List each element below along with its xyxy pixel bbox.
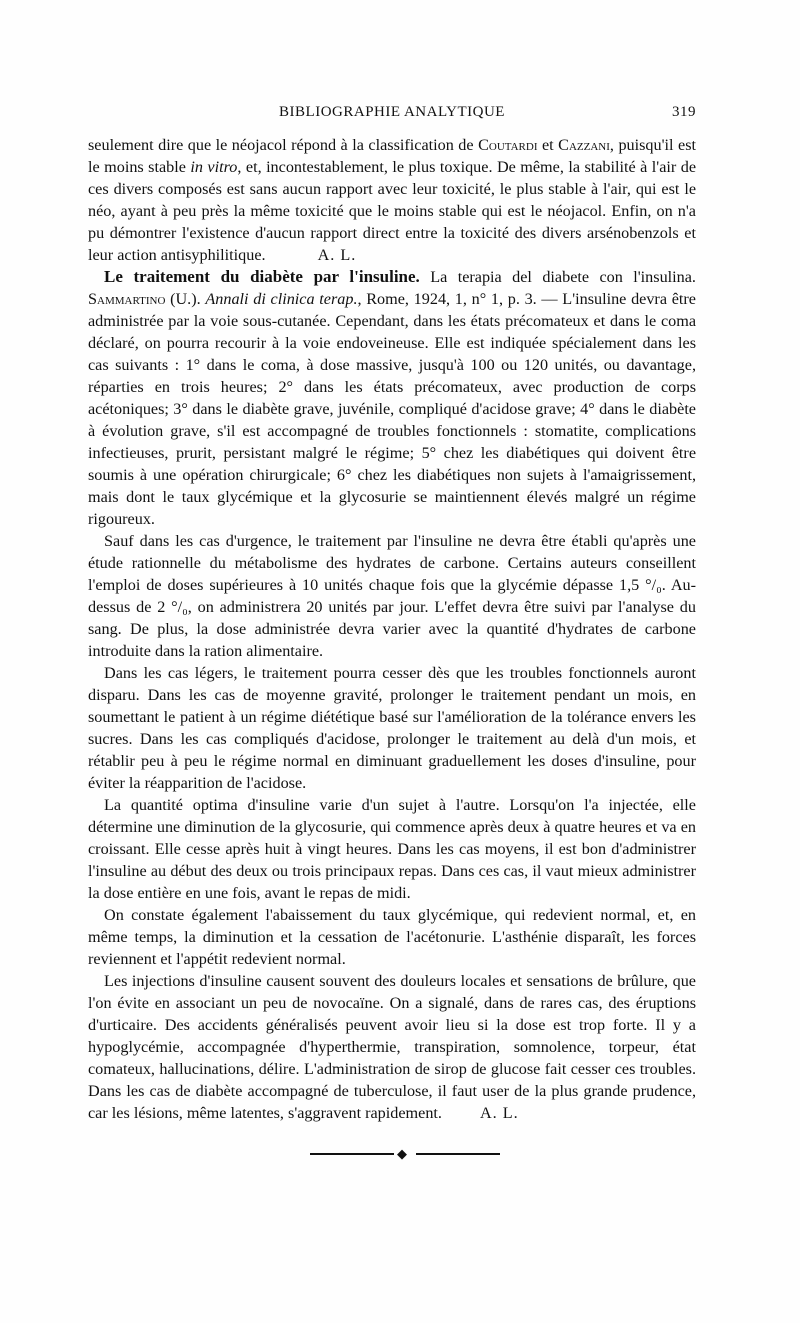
signature: A. L. (479, 1104, 519, 1122)
paragraph-7 (88, 970, 696, 1124)
paragraph-3: Sauf dans les cas d'urgence, le traitement par l'insuline ne devra être établi qu'après une étude rationnelle du métabolisme des hydrates de carbone. Certains auteurs conseillent l'emploi de doses supérieures à 10 unités chaque fois que la glycémie dépasse 1,5 °/₀. Au-dessus de 2 °/₀, on administrera 20 unités par jour. L'effet devra être suivi par l'analyse du sang. De plus, la dose administrée devra varier avec la quantité d'hydrates de carbone introduite dans la ration alimentaire. (88, 532, 696, 660)
paragraph-2 (88, 266, 696, 530)
italic-phrase: in vitro (190, 158, 238, 176)
text-run: , et, incontestablement, le plus toxique. De même, la stabilité à l'air de ces divers composés est sans aucun rapport avec leur toxicité, le plus stable à l'air, qui est le néo, ayant à peu près la même toxicité que le moins stable qui est le néojacol. Enfin, on n'a pu démontrer l'existence d'aucun rapport direct entre la toxicité des divers arsénobenzols et leur action antisyphilitique. (88, 158, 696, 264)
paragraph-5: La quantité optima d'insuline varie d'un sujet à l'autre. Lorsqu'on l'a injectée, elle détermine une diminution de la glycosurie, qui commence après deux à quatre heures et va en croissant. Elle cesse après huit à vingt heures. Dans les cas moyens, il est bon d'administrer l'insuline au début des deux ou trois principaux repas. Dans ces cas, il vaut mieux administrer la dose entière en une fois, avant le repas de midi. (88, 796, 696, 902)
text-run: seulement dire que le néojacol répond à la classification de (88, 136, 479, 154)
rule-line-left (310, 1153, 394, 1155)
text-run: , Rome, 1924, 1, n° 1, p. 3. — L'insuline devra être administrée par la voie sous-cutanée. Cependant, dans les états précomateux et dans le coma déclaré, on pourra recourir à la voie endoveineuse. Elle est indiquée spécialement dans les cas suivants : 1° dans le coma, à dose massive, jusqu'à 100 ou 120 unités, ou davantage, réparties en trois heures; 2° dans les états précomateux, avec production de corps acétoniques; 3° dans le diabète grave, juvénile, compliqué d'acidose grave; 4° dans le diabète à évolution grave, s'il est accompagné de troubles fonctionnels : stomatite, complications infectieuses, prurit, persistant malgré le régime; 5° chez les diabétiques qui doivent être soumis à une opération chirurgicale; 6° chez les diabétiques non sujets à l'amaigrissement, mais dont le taux glycémique et la glycosurie se maintiennent élevés malgré un régime rigoureux. (88, 290, 696, 528)
paragraph-6: On constate également l'abaissement du taux glycémique, qui redevient normal, et, en même temps, la diminution et la cessation de l'acétonurie. L'asthénie disparaît, les forces reviennent et l'appétit redevient normal. (88, 906, 696, 968)
section-end-rule (310, 1148, 500, 1160)
paragraph-4: Dans les cas légers, le traitement pourra cesser dès que les troubles fonctionnels auront disparu. Dans les cas de moyenne gravité, prolonger le traitement pendant un mois, en soumettant le patient à un régime diététique basé sur l'amélioration de la tolérance envers les sucres. Dans les cas compliqués d'acidose, prolonger le traitement au delà d'un mois, et rétablir peu à peu le régime normal en diminuant graduellement les doses d'insuline, pour éviter la réapparition de l'acidose. (88, 664, 696, 792)
text-run: Les injections d'insuline causent souvent des douleurs locales et sensations de brûlure, que l'on évite en associant un peu de novocaïne. On a signalé, dans de rares cas, des éruptions d'urticaire. Des accidents généralisés peuvent avoir lieu si la dose est trop forte. Il y a hypoglycémie, accompagnée d'hyperthermie, transpiration, somnolence, torpeur, état comateux, hallucinations, délire. L'administration de sirop de glucose fait cesser ces troubles. Dans les cas de diabète accompagné de tuberculose, il faut user de la plus grande prudence, car les lésions, même latentes, s'aggravent rapidement. (88, 972, 696, 1122)
paragraph-1 (88, 134, 696, 266)
text-run: (U.). (165, 290, 206, 308)
text-run: , puisqu'il est le moins stable (88, 136, 696, 176)
author-name: Coutardi (478, 136, 538, 154)
page-body (88, 134, 696, 1124)
running-title: BIBLIOGRAPHIE ANALYTIQUE (279, 104, 505, 120)
author-name: Sammartino (88, 290, 166, 308)
rule-line-right (416, 1153, 500, 1155)
entry-title: Le traitement du diabète par l'insuline. (104, 267, 420, 286)
page-number: 319 (672, 104, 696, 120)
author-name: Cazzani (558, 136, 610, 154)
text-run: et (537, 136, 559, 154)
diamond-rule-icon: ◆ (397, 1146, 407, 1161)
signature: A. L. (317, 246, 357, 264)
journal-title: Annali di clinica terap. (205, 290, 358, 308)
text-run: La terapia del diabete con l'insulina. (419, 268, 696, 286)
